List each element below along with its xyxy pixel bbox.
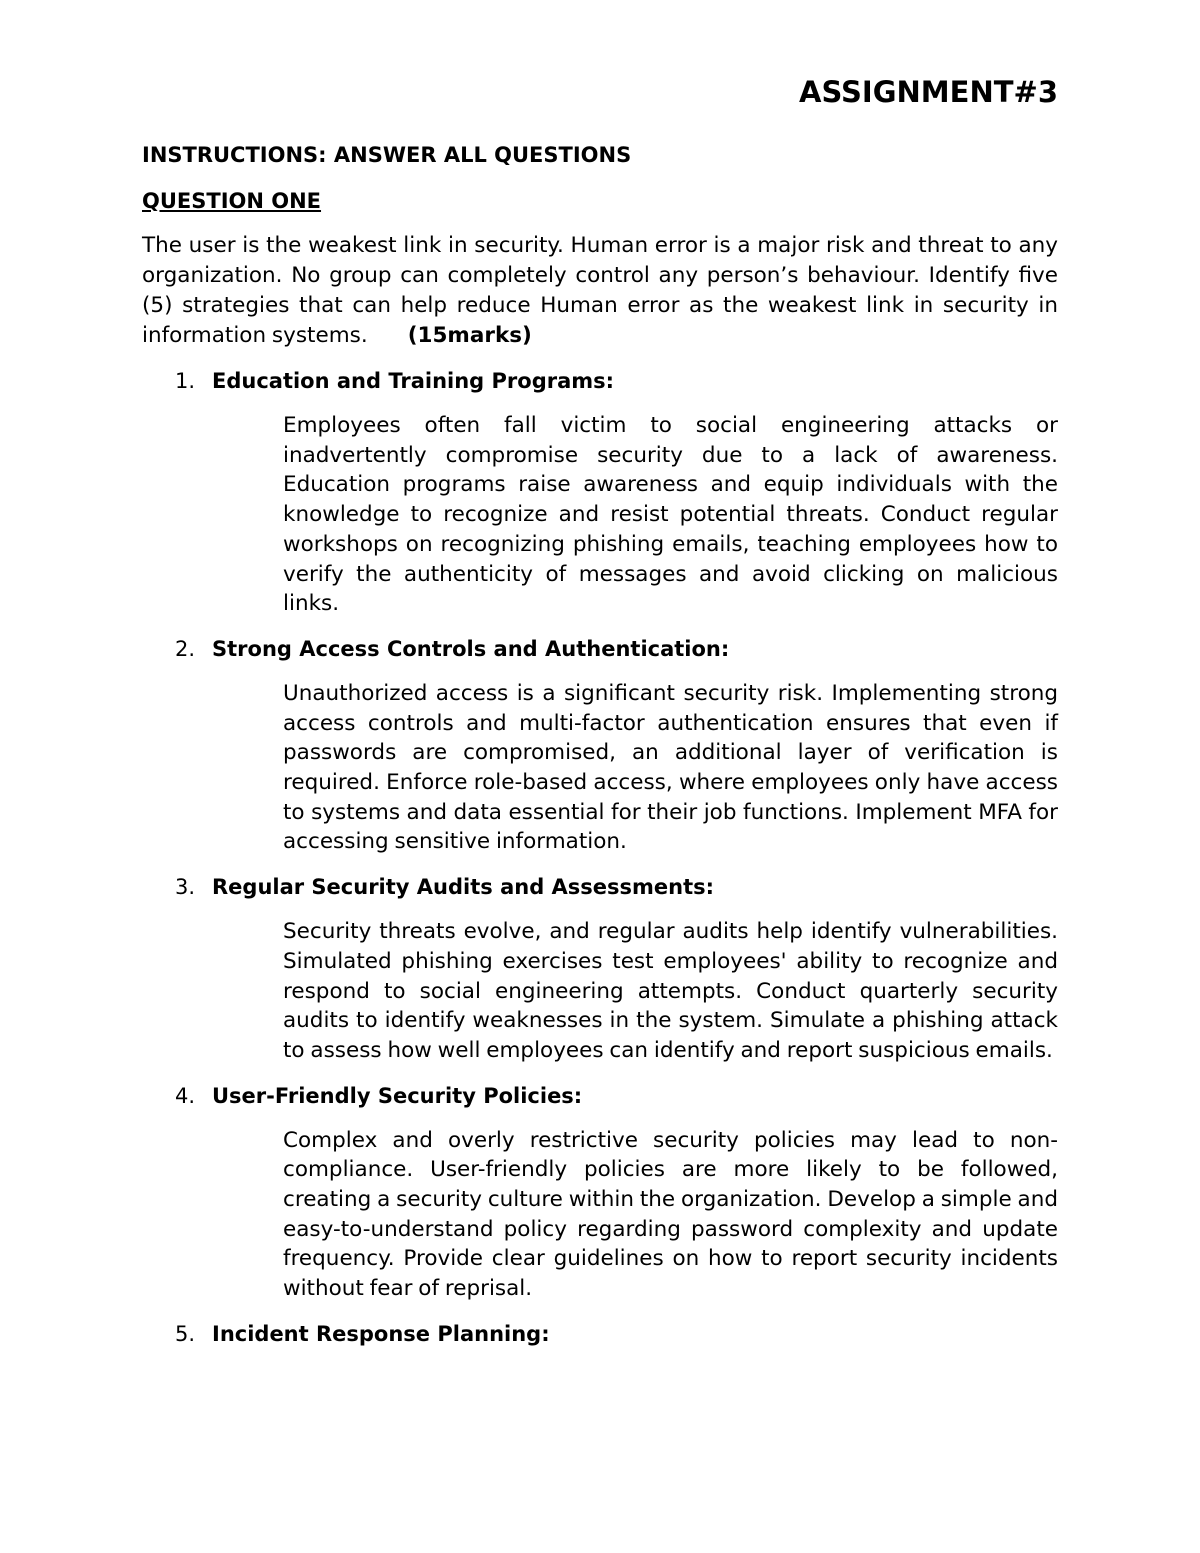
answer-title: Regular Security Audits and Assessments: [212, 875, 715, 900]
answer-heading [142, 634, 1058, 664]
answer-number: 4. [175, 1083, 196, 1108]
answer-number: 1. [175, 369, 196, 393]
answer-body: Unauthorized access is a significant security risk. Implementing strong access controls and multi-factor authentication ensures that even if passwords are compromised, an additional layer of verification is required. Enforce role-based access, where employees only have access to systems and data essential for their job functions. Implement MFA for accessing sensitive information. [283, 680, 1058, 855]
question-heading: QUESTION ONE [142, 189, 322, 213]
assignment-title: ASSIGNMENT#3 [799, 75, 1058, 109]
answer-title: User-Friendly Security Policies: [212, 1083, 583, 1108]
answer-item-2 [142, 634, 1058, 857]
answer-title: Incident Response Planning: [212, 1321, 550, 1346]
answer-body: Complex and overly restrictive security policies may lead to non-compliance. User-friendly policies are more likely to be followed, creating a security culture within the organization. Develop a simple and easy-to-understand policy regarding password complexity and update frequency. Provide clear guidelines on how to report security incidents without fear of reprisal. [283, 1127, 1058, 1302]
question-marks: (15marks) [407, 323, 532, 348]
question-body: The user is the weakest link in security. Human error is a major risk and threat to any organization. No group can completely control any person’s behaviour. Identify five (5) strategies that can help reduce Human error as the weakest link in security in information systems. [142, 233, 1058, 348]
answer-item-4 [142, 1081, 1058, 1304]
answer-title: Strong Access Controls and Authentication: [212, 636, 730, 661]
answer-heading [142, 1081, 1058, 1111]
answer-heading [142, 872, 1058, 902]
question-text [142, 231, 1058, 351]
answer-heading [142, 1319, 1058, 1349]
answer-body: Employees often fall victim to social engineering attacks or inadvertently compromise security due to a lack of awareness. Education programs raise awareness and equip individuals with the knowledge to recognize and resist potential threats. Conduct regular workshops on recognizing phishing emails, teaching employees how to verify the authenticity of messages and avoid clicking on malicious links. [283, 413, 1058, 617]
answers-list [142, 366, 1058, 1349]
answer-number: 5. [175, 1321, 196, 1346]
answer-title: Education and Training Programs: [212, 369, 615, 393]
answer-item-3 [142, 872, 1058, 1066]
answer-item-1 [142, 366, 1058, 619]
answer-heading [142, 366, 1058, 396]
instructions-line: INSTRUCTIONS: ANSWER ALL QUESTIONS [142, 143, 632, 167]
answer-body: Security threats evolve, and regular audits help identify vulnerabilities. Simulated phishing exercises test employees' ability to recognize and respond to social engineering attempts. Conduct quarterly security audits to identify weaknesses in the system. Simulate a phishing attack to assess how well employees can identify and report suspicious emails. [283, 919, 1058, 1063]
answer-number: 3. [175, 875, 196, 900]
answer-number: 2. [175, 636, 196, 661]
answer-item-5 [142, 1319, 1058, 1349]
